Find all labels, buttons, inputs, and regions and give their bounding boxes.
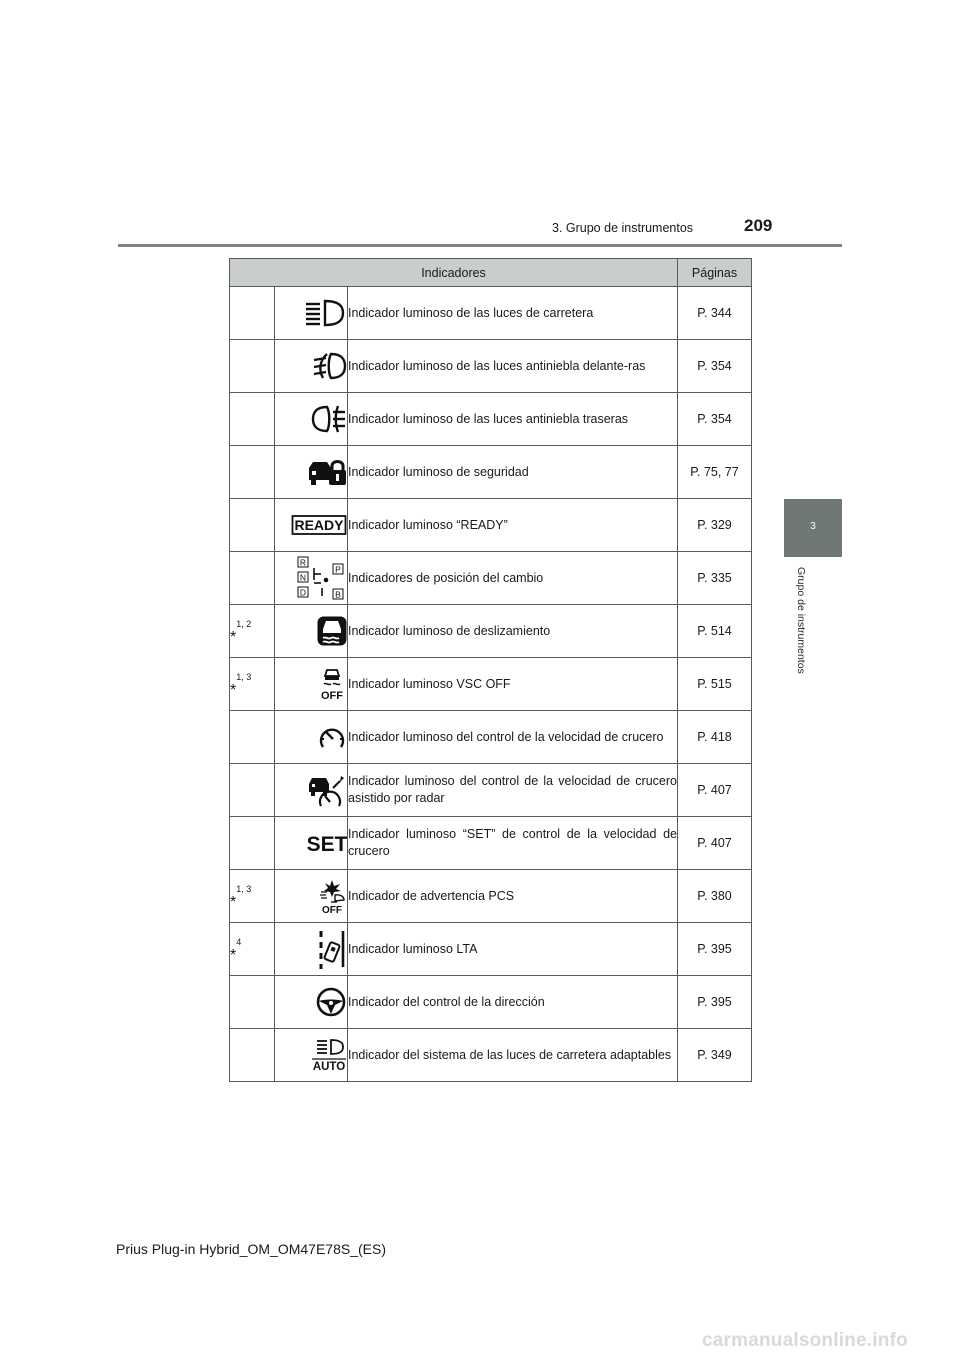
page-reference: P. 515: [678, 658, 752, 711]
note-cell: [230, 446, 275, 499]
page-number: 209: [744, 216, 773, 235]
indicator-description: Indicador luminoso LTA: [348, 923, 678, 976]
icon-cell: [275, 764, 348, 817]
icon-cell: [275, 711, 348, 764]
footnote-asterisk: *: [230, 947, 237, 964]
icon-cell: [275, 658, 348, 711]
table-row: [230, 446, 752, 499]
page-reference: P. 407: [678, 817, 752, 870]
note-cell: [230, 287, 275, 340]
footnote-numbers: 1, 3: [236, 672, 252, 682]
page-reference: P. 354: [678, 393, 752, 446]
note-cell: [230, 552, 275, 605]
table-row: [230, 658, 752, 711]
shift-b-label: B: [335, 589, 341, 600]
note-cell: [230, 605, 275, 658]
column-header-pages: Páginas: [678, 259, 752, 287]
pcs-off-text: OFF: [322, 905, 342, 914]
indicator-description: Indicador luminoso de las luces antiniebla traseras: [348, 393, 678, 446]
page-reference: P. 514: [678, 605, 752, 658]
side-tab: [784, 499, 842, 557]
page-reference: P. 344: [678, 287, 752, 340]
icon-cell: [275, 605, 348, 658]
adaptive-high-beam-icon: [311, 1038, 347, 1072]
indicator-description: Indicador del control de la dirección: [348, 976, 678, 1029]
indicator-description: Indicador luminoso de deslizamiento: [348, 605, 678, 658]
vsc-off-text: OFF: [321, 690, 343, 700]
note-cell: [230, 923, 275, 976]
note-cell: [230, 393, 275, 446]
ready-icon: [291, 514, 347, 536]
table-row: [230, 393, 752, 446]
icon-cell: [275, 499, 348, 552]
pcs-warning-icon: [317, 878, 347, 914]
icon-cell: [275, 870, 348, 923]
ready-icon-text: READY: [294, 517, 344, 533]
shift-n-label: N: [299, 572, 307, 583]
footnote-asterisk: *: [230, 629, 237, 646]
indicator-description: Indicador luminoso VSC OFF: [348, 658, 678, 711]
shift-position-icon: [297, 556, 347, 600]
indicators-table: [229, 258, 752, 1082]
indicator-description: Indicador luminoso de las luces de carretera: [348, 287, 678, 340]
page-reference: P. 395: [678, 923, 752, 976]
icon-cell: [275, 817, 348, 870]
shift-p-label: P: [335, 564, 341, 575]
icon-cell: [275, 287, 348, 340]
shift-r-label: R: [299, 557, 307, 568]
side-tab-label: Grupo de instrumentos: [795, 567, 807, 674]
table-row: [230, 976, 752, 1029]
note-cell: [230, 764, 275, 817]
icon-cell: [275, 552, 348, 605]
cruise-control-icon: [317, 722, 347, 752]
indicator-description: Indicadores de posición del cambio: [348, 552, 678, 605]
set-icon: [307, 831, 347, 855]
page-reference: P. 380: [678, 870, 752, 923]
security-lock-icon: [307, 457, 347, 487]
table-row: [230, 1029, 752, 1082]
icon-cell: [275, 393, 348, 446]
front-fog-light-icon: [311, 351, 347, 381]
note-cell: [230, 658, 275, 711]
table-row: [230, 287, 752, 340]
radar-cruise-control-icon: [307, 772, 347, 808]
footnote-asterisk: *: [230, 682, 237, 699]
slip-indicator-icon: [317, 616, 347, 646]
indicator-description: Indicador luminoso “READY”: [348, 499, 678, 552]
indicator-description: Indicador luminoso del control de la velocidad de crucero asistido por radar: [348, 764, 678, 817]
page-reference: P. 349: [678, 1029, 752, 1082]
page-reference: P. 395: [678, 976, 752, 1029]
note-cell: [230, 976, 275, 1029]
page-reference: P. 329: [678, 499, 752, 552]
shift-d-label: D: [299, 587, 307, 598]
page-reference: P. 75, 77: [678, 446, 752, 499]
header-rule: [118, 244, 842, 247]
indicator-description: Indicador luminoso “SET” de control de la velocidad de crucero: [348, 817, 678, 870]
indicator-description: Indicador luminoso de las luces antiniebla delante-ras: [348, 340, 678, 393]
indicator-description: Indicador luminoso del control de la velocidad de crucero: [348, 711, 678, 764]
header-section-title: 3. Grupo de instrumentos: [552, 221, 694, 235]
high-beam-icon: [303, 298, 347, 328]
auto-icon-text: AUTO: [312, 1061, 346, 1072]
table-row: [230, 499, 752, 552]
icon-cell: [275, 1029, 348, 1082]
steering-control-icon: [315, 986, 347, 1018]
icon-cell: [275, 976, 348, 1029]
footer-document-id: Prius Plug-in Hybrid_OM_OM47E78S_(ES): [116, 1241, 386, 1257]
table-row: [230, 605, 752, 658]
icon-cell: [275, 923, 348, 976]
footnote-numbers: 4: [236, 937, 242, 947]
page-reference: P. 407: [678, 764, 752, 817]
table-row: [230, 340, 752, 393]
table-row: [230, 764, 752, 817]
indicator-description: Indicador luminoso de seguridad: [348, 446, 678, 499]
note-cell: [230, 870, 275, 923]
note-cell: [230, 711, 275, 764]
footnote-asterisk: *: [230, 894, 237, 911]
lta-icon: [317, 929, 347, 969]
page-reference: P. 418: [678, 711, 752, 764]
table-row: [230, 711, 752, 764]
icon-cell: [275, 446, 348, 499]
vsc-off-icon: [317, 668, 347, 700]
footnote-numbers: 1, 3: [236, 884, 252, 894]
note-cell: [230, 1029, 275, 1082]
page-reference: P. 335: [678, 552, 752, 605]
indicator-description: Indicador del sistema de las luces de carretera adaptables: [348, 1029, 678, 1082]
footer-watermark: carmanualsonline.info: [702, 1330, 908, 1351]
footnote-numbers: 1, 2: [236, 619, 252, 629]
note-cell: [230, 340, 275, 393]
table-row: [230, 923, 752, 976]
icon-cell: [275, 340, 348, 393]
table-row: [230, 817, 752, 870]
table-row: [230, 870, 752, 923]
column-header-indicators: Indicadores: [230, 259, 678, 287]
indicator-description: Indicador de advertencia PCS: [348, 870, 678, 923]
rear-fog-light-icon: [311, 404, 347, 434]
side-tab-number: 3: [810, 521, 816, 532]
note-cell: [230, 817, 275, 870]
table-header-row: [230, 259, 752, 287]
table-row: [230, 552, 752, 605]
set-icon-text: SET: [307, 833, 347, 855]
note-cell: [230, 499, 275, 552]
page-reference: P. 354: [678, 340, 752, 393]
